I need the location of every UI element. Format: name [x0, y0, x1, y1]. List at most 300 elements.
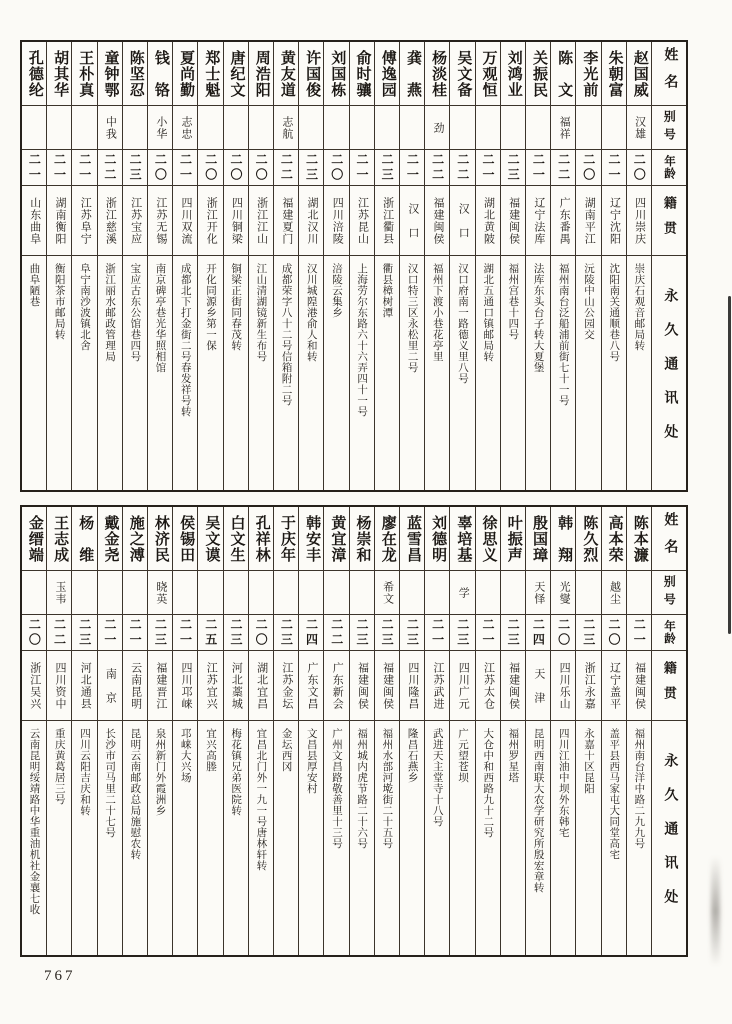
person-native-place-cell — [375, 186, 399, 256]
person-native-place: 四川崇庆 — [633, 196, 646, 245]
scan-artifact-line — [728, 296, 731, 634]
person-address: 隆昌石燕乡 — [406, 728, 418, 783]
person-name: 龚 燕 — [404, 49, 421, 98]
person-address: 云南昆明绥靖路中华重油机社金襄七收 — [28, 728, 40, 915]
person-name: 叶振声 — [505, 514, 522, 563]
person-name-cell — [72, 42, 96, 106]
person-alias-cell — [22, 106, 46, 150]
person-age: 二〇 — [203, 152, 218, 183]
person-alias-cell — [148, 106, 172, 150]
person-native-place-cell — [350, 651, 374, 721]
person-column — [526, 507, 551, 955]
person-name-cell — [249, 507, 273, 571]
person-name-cell — [425, 507, 449, 571]
person-column — [324, 42, 349, 490]
person-name-cell — [476, 42, 500, 106]
person-alias: 福祥 — [558, 115, 571, 140]
person-native-place-cell — [198, 651, 222, 721]
person-name: 黄友道 — [278, 49, 295, 98]
person-column — [350, 42, 375, 490]
person-native-place: 四川隆昌 — [406, 661, 419, 710]
person-alias-cell — [198, 571, 222, 615]
person-name: 黄宜漳 — [329, 514, 346, 563]
person-native-place: 福建闽侯 — [381, 661, 394, 710]
person-name-cell — [526, 42, 550, 106]
header-address-label: 永久通讯处 — [662, 753, 678, 923]
person-name: 李光前 — [581, 49, 598, 98]
person-name-cell — [98, 42, 122, 106]
person-name: 俞时骧 — [354, 49, 371, 98]
person-age-cell — [350, 150, 374, 186]
person-name: 戴金尧 — [102, 514, 119, 563]
person-name: 林济民 — [152, 514, 169, 563]
person-age-cell — [72, 615, 96, 651]
person-name: 徐思义 — [480, 514, 497, 563]
person-column — [72, 507, 97, 955]
person-address: 广州文昌路敬善里十三号 — [330, 728, 342, 849]
person-native-place-cell — [123, 186, 147, 256]
person-address-cell — [501, 721, 525, 955]
person-address-cell — [22, 256, 46, 490]
person-native-place-cell — [450, 186, 474, 256]
person-name: 朱朝富 — [606, 49, 623, 98]
person-name: 王志成 — [52, 514, 69, 563]
person-age: 二三 — [77, 617, 92, 648]
person-column — [299, 42, 324, 490]
person-column — [324, 507, 349, 955]
person-native-place-cell — [324, 651, 348, 721]
person-native-place-cell — [476, 186, 500, 256]
header-age-cell — [652, 150, 686, 186]
person-native-place: 汉 口 — [457, 202, 470, 239]
person-native-place-cell — [501, 186, 525, 256]
person-age: 二一 — [52, 152, 67, 183]
person-alias: 光燮 — [558, 580, 571, 605]
person-alias-cell — [299, 106, 323, 150]
person-address-cell — [551, 256, 575, 490]
person-address: 盖平县西马家屯大同堂高宅 — [608, 728, 620, 860]
person-name: 钱 铬 — [152, 49, 169, 98]
person-address-cell — [350, 256, 374, 490]
person-address: 福州城内虎节路二十六号 — [356, 728, 368, 849]
person-native-place-cell — [400, 186, 424, 256]
person-age: 二四 — [531, 617, 546, 648]
person-address: 沅陵中山公园交 — [583, 263, 594, 340]
person-native-place: 辽宁沈阳 — [608, 196, 621, 245]
person-native-place: 湖北宜昌 — [255, 661, 268, 710]
header-native-place-cell — [652, 651, 686, 721]
person-alias-cell — [98, 106, 122, 150]
person-address: 铜梁正街同春茂转 — [230, 263, 242, 351]
header-native-place-label: 籍贯 — [661, 195, 677, 246]
person-address: 江山清湖镜新生布号 — [255, 263, 267, 362]
person-native-place: 浙江永嘉 — [583, 661, 596, 710]
person-alias-cell — [602, 106, 626, 150]
person-native-place: 湖南平江 — [583, 196, 596, 245]
person-alias-cell — [576, 571, 600, 615]
person-column — [173, 42, 198, 490]
person-column — [375, 507, 400, 955]
person-alias: 志忠 — [180, 115, 193, 140]
person-address: 上海劳尔东路六十六弄四十一号 — [356, 263, 368, 417]
person-native-place: 浙江慈溪 — [104, 196, 117, 245]
person-address-cell — [148, 721, 172, 955]
directory-table-bottom — [20, 505, 688, 957]
person-column — [173, 507, 198, 955]
person-native-place-cell — [375, 651, 399, 721]
person-age: 二二 — [455, 152, 470, 183]
person-name-cell — [47, 507, 71, 571]
person-name: 韩安丰 — [304, 514, 321, 563]
header-name-cell — [652, 507, 686, 571]
person-age-cell — [173, 150, 197, 186]
person-native-place-cell — [425, 651, 449, 721]
person-age: 二一 — [128, 617, 143, 648]
person-address-cell — [602, 721, 626, 955]
directory-table-top — [20, 40, 688, 492]
person-name: 殷国璋 — [530, 514, 547, 563]
person-address: 汉口特三区永松里二号 — [406, 263, 418, 373]
person-name-cell — [98, 507, 122, 571]
person-age: 二二 — [556, 152, 571, 183]
person-native-place-cell — [98, 186, 122, 256]
person-address-cell — [375, 721, 399, 955]
person-address: 邛崃大兴场 — [179, 728, 191, 783]
person-name-cell — [123, 42, 147, 106]
person-age-cell — [627, 150, 651, 186]
person-native-place-cell — [627, 186, 651, 256]
person-alias-cell — [123, 106, 147, 150]
person-age-cell — [526, 615, 550, 651]
person-name: 韩 翔 — [556, 514, 573, 563]
person-age: 二二 — [102, 152, 117, 183]
person-column — [123, 507, 148, 955]
person-native-place: 福建晋江 — [154, 661, 167, 710]
person-name: 吴文备 — [455, 49, 472, 98]
person-alias-cell — [98, 571, 122, 615]
person-alias-cell — [627, 571, 651, 615]
person-native-place: 天 津 — [532, 667, 545, 704]
person-address-cell — [123, 256, 147, 490]
person-address: 南京碑亭巷光华照相馆 — [154, 263, 166, 373]
person-native-place: 辽宁盖平 — [608, 661, 621, 710]
person-age: 二三 — [380, 152, 395, 183]
person-name: 陈坚忍 — [127, 49, 144, 98]
person-alias: 晓英 — [154, 580, 167, 605]
header-column — [652, 507, 686, 955]
person-address-cell — [425, 256, 449, 490]
person-alias-cell — [72, 571, 96, 615]
person-age: 二一 — [102, 617, 117, 648]
person-native-place: 四川乐山 — [558, 661, 571, 710]
person-age-cell — [274, 150, 298, 186]
person-column — [425, 507, 450, 955]
person-address-cell — [224, 256, 248, 490]
person-native-place: 江苏武进 — [432, 661, 445, 710]
person-age: 二三 — [380, 617, 395, 648]
person-address: 曲阜陋巷 — [28, 263, 40, 307]
person-native-place-cell — [425, 186, 449, 256]
person-name: 许国俊 — [304, 49, 321, 98]
person-name-cell — [148, 42, 172, 106]
person-native-place-cell — [602, 186, 626, 256]
person-name: 杨淡桂 — [430, 49, 447, 98]
person-address-cell — [72, 256, 96, 490]
person-age-cell — [425, 615, 449, 651]
person-address-cell — [576, 256, 600, 490]
person-native-place-cell — [501, 651, 525, 721]
person-column — [450, 507, 475, 955]
person-name-cell — [602, 507, 626, 571]
person-address-cell — [425, 721, 449, 955]
person-native-place: 汉 口 — [406, 202, 419, 239]
header-name-label: 姓名 — [662, 46, 678, 101]
person-name-cell — [551, 42, 575, 106]
person-address-cell — [350, 721, 374, 955]
person-address: 福州南台洋中路二九九号 — [633, 728, 645, 849]
person-address-cell — [173, 256, 197, 490]
person-native-place-cell — [576, 651, 600, 721]
person-alias-cell — [425, 106, 449, 150]
person-name-cell — [22, 507, 46, 571]
person-native-place-cell — [324, 186, 348, 256]
person-address-cell — [249, 256, 273, 490]
person-native-place-cell — [350, 186, 374, 256]
person-name: 陈本濂 — [631, 514, 648, 563]
person-native-place-cell — [123, 651, 147, 721]
person-age-cell — [123, 615, 147, 651]
person-native-place-cell — [148, 651, 172, 721]
person-native-place-cell — [602, 651, 626, 721]
person-alias: 希文 — [381, 580, 394, 605]
person-name: 金缙端 — [26, 514, 43, 563]
person-age: 二〇 — [254, 152, 269, 183]
person-native-place-cell — [400, 651, 424, 721]
person-name-cell — [324, 507, 348, 571]
person-address: 福州南台泛船浦前街七十一号 — [557, 263, 569, 406]
person-name-cell — [627, 42, 651, 106]
person-age-cell — [627, 615, 651, 651]
person-address: 崇庆石观音邮局转 — [633, 263, 645, 351]
person-age: 二一 — [531, 152, 546, 183]
person-age: 二二 — [430, 152, 445, 183]
person-native-place-cell — [72, 651, 96, 721]
person-native-place-cell — [526, 186, 550, 256]
person-column — [476, 507, 501, 955]
person-column — [198, 42, 223, 490]
person-name: 王朴真 — [77, 49, 94, 98]
person-alias: 中我 — [104, 115, 117, 140]
header-name-cell — [652, 42, 686, 106]
person-age-cell — [400, 615, 424, 651]
person-age-cell — [375, 150, 399, 186]
person-alias-cell — [501, 571, 525, 615]
person-column — [72, 42, 97, 490]
person-address: 永嘉十区昆阳 — [583, 728, 594, 794]
person-column — [47, 42, 72, 490]
person-name-cell — [576, 42, 600, 106]
header-name-label: 姓名 — [662, 511, 678, 566]
person-native-place: 四川资中 — [54, 661, 66, 710]
person-name: 刘国栋 — [329, 49, 346, 98]
page-number: 767 — [44, 968, 76, 984]
person-address: 宝应古东公馆巷四号 — [129, 263, 141, 362]
person-column — [602, 507, 627, 955]
person-column — [22, 507, 47, 955]
person-name: 蓝雪昌 — [404, 514, 421, 563]
person-alias-cell — [249, 106, 273, 150]
person-name-cell — [198, 42, 222, 106]
person-native-place: 江苏阜宁 — [79, 196, 92, 245]
person-native-place: 山东曲阜 — [28, 196, 41, 245]
person-name: 侯锡田 — [178, 514, 195, 563]
person-native-place: 四川涪陵 — [331, 196, 344, 245]
person-name: 陈 文 — [556, 49, 573, 98]
person-address-cell — [324, 256, 348, 490]
person-alias-cell — [627, 106, 651, 150]
header-alias-cell — [652, 571, 686, 615]
person-age-cell — [476, 150, 500, 186]
person-native-place-cell — [450, 651, 474, 721]
person-age: 二〇 — [27, 617, 42, 648]
person-column — [224, 507, 249, 955]
person-age: 二一 — [77, 152, 92, 183]
person-name-cell — [148, 507, 172, 571]
person-alias-cell — [173, 106, 197, 150]
person-native-place: 福建闽侯 — [507, 661, 520, 710]
person-native-place: 浙江吴兴 — [28, 661, 41, 710]
person-column — [299, 507, 324, 955]
person-alias-cell — [602, 571, 626, 615]
person-column — [98, 42, 123, 490]
person-native-place: 四川双流 — [180, 196, 193, 245]
person-native-place: 福建闽侯 — [507, 196, 520, 245]
person-name: 廖在龙 — [379, 514, 396, 563]
person-address: 法库东头台子转大夏堡 — [532, 263, 544, 373]
person-age: 二三 — [506, 617, 521, 648]
person-age-cell — [47, 615, 71, 651]
header-native-place-cell — [652, 186, 686, 256]
person-age: 二三 — [128, 152, 143, 183]
person-address-cell — [375, 256, 399, 490]
person-native-place-cell — [72, 186, 96, 256]
person-name-cell — [526, 507, 550, 571]
person-native-place: 四川铜梁 — [230, 196, 243, 245]
header-address-cell — [652, 721, 686, 955]
person-alias-cell — [400, 106, 424, 150]
person-age: 二三 — [405, 617, 420, 648]
person-alias: 小华 — [154, 115, 167, 140]
person-alias-cell — [526, 571, 550, 615]
header-age-cell — [652, 615, 686, 651]
person-name: 陈久烈 — [581, 514, 598, 563]
person-age-cell — [350, 615, 374, 651]
person-age-cell — [299, 150, 323, 186]
header-alias-label: 别号 — [662, 574, 677, 611]
person-name-cell — [224, 507, 248, 571]
person-column — [501, 507, 526, 955]
person-native-place-cell — [551, 651, 575, 721]
person-age: 二〇 — [228, 152, 243, 183]
person-alias-cell — [224, 571, 248, 615]
person-age: 二四 — [304, 617, 319, 648]
person-alias-cell — [173, 571, 197, 615]
person-address: 福州下渡小巷花亭里 — [431, 263, 443, 362]
person-native-place: 广东文昌 — [306, 661, 319, 710]
person-name: 杨崇和 — [354, 514, 371, 563]
person-age: 二三 — [153, 617, 168, 648]
person-age-cell — [576, 615, 600, 651]
person-age-cell — [198, 615, 222, 651]
person-column — [627, 42, 652, 490]
person-address-cell — [98, 256, 122, 490]
person-column — [400, 42, 425, 490]
person-address: 广元望苍坝 — [456, 728, 468, 783]
person-column — [249, 42, 274, 490]
person-native-place: 南 京 — [104, 667, 117, 704]
person-age-cell — [400, 150, 424, 186]
person-age: 二一 — [430, 617, 445, 648]
person-age-cell — [148, 150, 172, 186]
person-address: 衢县樟树潭 — [381, 263, 393, 318]
person-name-cell — [501, 507, 525, 571]
person-name-cell — [450, 507, 474, 571]
person-native-place-cell — [576, 186, 600, 256]
person-alias: 学 — [457, 586, 470, 599]
person-native-place-cell — [274, 186, 298, 256]
person-name: 吴文谟 — [203, 514, 220, 563]
person-age: 二三 — [354, 617, 369, 648]
person-name-cell — [501, 42, 525, 106]
person-age: 二一 — [354, 152, 369, 183]
person-address-cell — [47, 721, 71, 955]
person-age-cell — [324, 150, 348, 186]
person-name: 刘德明 — [430, 514, 447, 563]
person-address: 大仓中和西路九十二号 — [482, 728, 494, 838]
person-native-place: 广东新会 — [331, 661, 344, 710]
person-address: 四川云阳吉庆和转 — [78, 728, 90, 816]
person-name-cell — [350, 507, 374, 571]
person-age-cell — [224, 150, 248, 186]
person-column — [22, 42, 47, 490]
person-address: 汉川城隍港俞人和转 — [305, 263, 317, 362]
person-address: 福州水部河墘街二十五号 — [381, 728, 393, 849]
person-column — [400, 507, 425, 955]
person-name-cell — [476, 507, 500, 571]
person-name: 关振民 — [530, 49, 547, 98]
person-age: 二五 — [203, 617, 218, 648]
person-address: 成都荣字八十二号信箱附二号 — [280, 263, 292, 406]
person-native-place-cell — [22, 651, 46, 721]
person-age-cell — [476, 615, 500, 651]
person-age-cell — [526, 150, 550, 186]
person-address: 福州宫巷十四号 — [507, 263, 519, 340]
person-alias: 劲 — [432, 121, 445, 134]
person-name: 赵国威 — [631, 49, 648, 98]
person-alias-cell — [375, 106, 399, 150]
person-name-cell — [173, 42, 197, 106]
person-age: 二〇 — [153, 152, 168, 183]
person-age-cell — [602, 615, 626, 651]
person-address-cell — [173, 721, 197, 955]
person-alias-cell — [350, 106, 374, 150]
person-address-cell — [627, 721, 651, 955]
person-native-place: 湖北汉川 — [306, 196, 319, 245]
person-name: 辜培基 — [455, 514, 472, 563]
person-address: 武进天主堂寺十八号 — [431, 728, 443, 827]
person-column — [47, 507, 72, 955]
person-name: 孔德纶 — [26, 49, 43, 98]
